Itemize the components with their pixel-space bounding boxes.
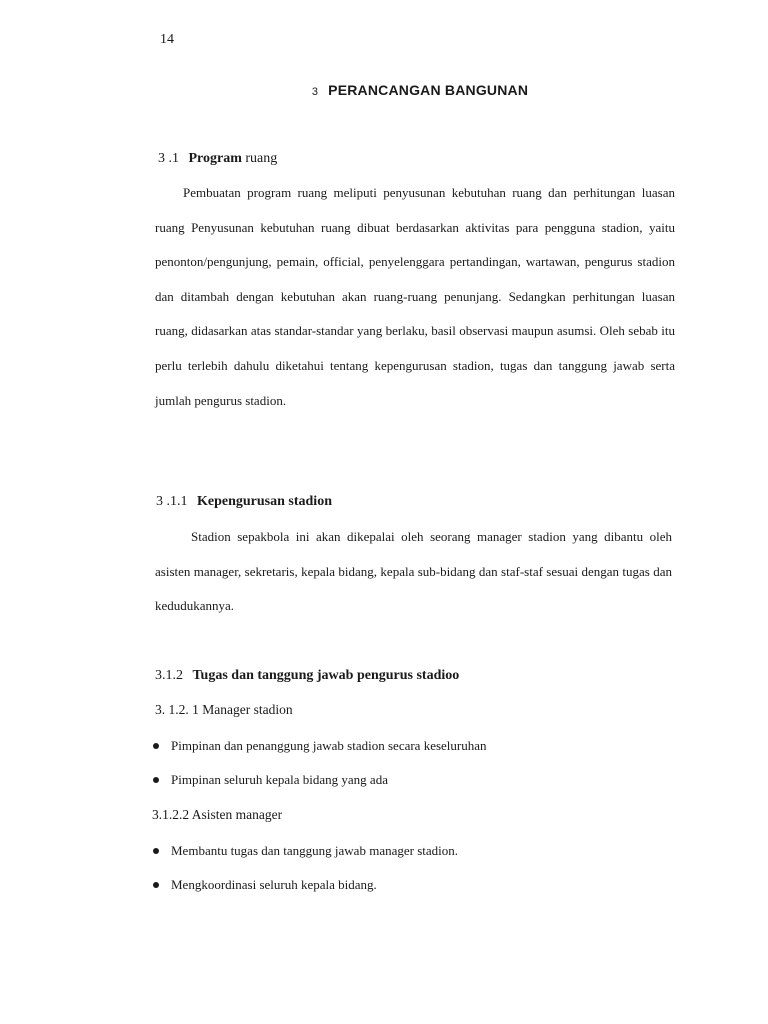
section-title: Kepengurusan stadion: [197, 494, 332, 509]
bullet-icon: [153, 848, 159, 854]
chapter-heading: [0, 82, 768, 98]
section-heading-3-1: [158, 151, 277, 167]
section-number: 3 .1.1: [156, 494, 188, 509]
list-item: Membantu tugas dan tanggung jawab manager stadion.: [153, 843, 458, 859]
subsection-asisten-manager: 3.1.2.2 Asisten manager: [152, 807, 283, 822]
paragraph-program-ruang: Pembuatan program ruang meliputi penyusunan kebutuhan ruang dan perhitungan luasan ruang Penyusunan kebutuhan ruang dibuat berdasarkan aktivitas para pengguna stadion, yaitu penonton/pengunjung, pemain, official, penyelenggara pertandingan, wartawan, pengurus stadion dan ditambah dengan kebutuhan akan ruang-ruang penunjang. Sedangkan perhitungan luasan ruang, didasarkan atas standar-standar yang berlaku, basil observasi maupun asumsi. Oleh sebab itu perlu terlebih dahulu diketahui tentang kepengurusan stadion, tugas dan tanggung jawab serta jumlah pengurus stadion.: [155, 185, 675, 408]
list-item: Pimpinan dan penanggung jawab stadion secara keseluruhan: [153, 738, 487, 754]
list-item: Mengkoordinasi seluruh kepala bidang.: [153, 877, 377, 893]
bullet-icon: [153, 743, 159, 749]
paragraph-kepengurusan: Stadion sepakbola ini akan dikepalai oleh seorang manager stadion yang dibantu oleh asisten manager, sekretaris, kepala bidang, kepala sub-bidang dan staf-staf sesuai dengan tugas dan kedudukannya.: [155, 529, 672, 614]
chapter-number: 3: [311, 86, 319, 98]
section-heading-3-1-1: [156, 494, 332, 510]
section-title-bold: Program: [188, 151, 242, 166]
list-item: Pimpinan seluruh kepala bidang yang ada: [153, 772, 388, 788]
chapter-title: PERANCANGAN BANGUNAN: [328, 82, 529, 98]
section-heading-3-1-2: [155, 668, 459, 684]
subsection-manager-stadion: 3. 1.2. 1 Manager stadion: [155, 702, 293, 717]
section-number: 3 .1: [158, 151, 179, 166]
page-number: 14: [160, 32, 174, 47]
bullet-icon: [153, 882, 159, 888]
section-number: 3.1.2: [155, 668, 183, 683]
bullet-icon: [153, 777, 159, 783]
section-title: Tugas dan tanggung jawab pengurus stadioo: [192, 668, 460, 683]
section-title-rest: ruang: [245, 151, 278, 166]
